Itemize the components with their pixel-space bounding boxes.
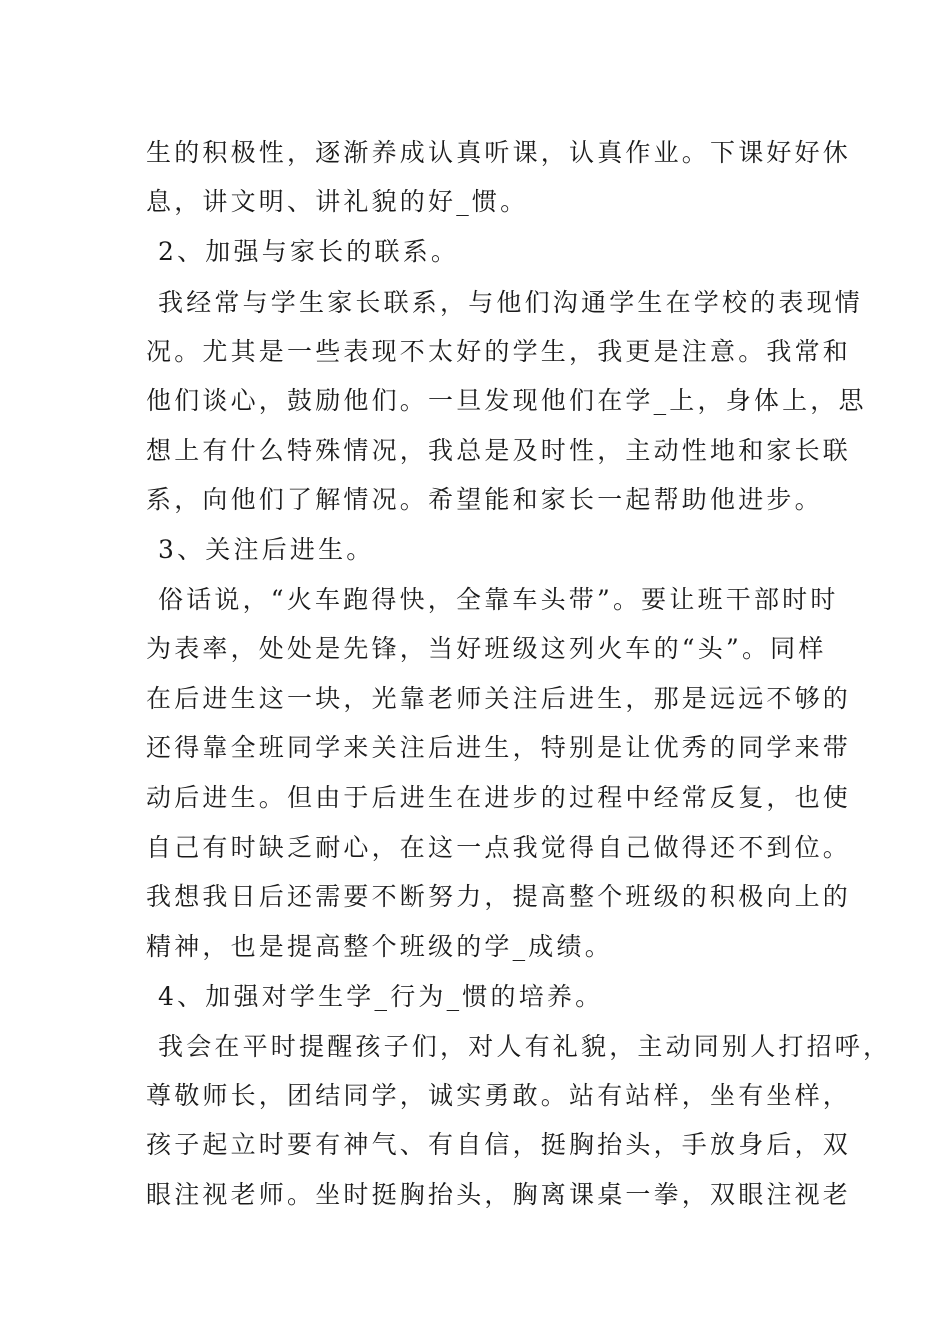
text-line: 自己有时缺乏耐心，在这一点我觉得自己做得还不到位。 xyxy=(146,833,852,862)
text-line: 精神，也是提高整个班级的学_成绩。 xyxy=(146,932,613,961)
section-heading: 4、加强对学生学_行为_惯的培养。 xyxy=(158,982,604,1011)
section-heading: 3、关注后进生。 xyxy=(158,535,375,564)
text-line: 生的积极性，逐渐养成认真听课，认真作业。下课好好休 xyxy=(146,138,852,167)
text-line: 他们谈心，鼓励他们。一旦发现他们在学_上，身体上，思 xyxy=(146,386,867,415)
section-heading: 2、加强与家长的联系。 xyxy=(158,237,460,266)
text-line: 尊敬师长，团结同学，诚实勇敢。站有站样，坐有坐样， xyxy=(146,1081,852,1110)
text-line: 在后进生这一块，光靠老师关注后进生，那是远远不够的 xyxy=(146,684,852,713)
text-line: 俗话说，“火车跑得快，全靠车头带”。要让班干部时时 xyxy=(158,585,839,614)
text-line: 息，讲文明、讲礼貌的好_惯。 xyxy=(146,187,529,216)
text-line: 眼注视老师。坐时挺胸抬头，胸离课桌一拳，双眼注视老 xyxy=(146,1180,852,1209)
text-line: 我会在平时提醒孩子们，对人有礼貌，主动同别人打招呼， xyxy=(158,1032,892,1061)
text-line: 孩子起立时要有神气、有自信，挺胸抬头，手放身后，双 xyxy=(146,1130,852,1159)
text-line: 动后进生。但由于后进生在进步的过程中经常反复，也使 xyxy=(146,783,852,812)
text-line: 况。尤其是一些表现不太好的学生，我更是注意。我常和 xyxy=(146,337,852,366)
text-line: 我想我日后还需要不断努力，提高整个班级的积极向上的 xyxy=(146,882,852,911)
text-line: 还得靠全班同学来关注后进生，特别是让优秀的同学来带 xyxy=(146,733,852,762)
text-line: 为表率，处处是先锋，当好班级这列火车的“头”。同样 xyxy=(146,634,827,663)
text-line: 系，向他们了解情况。希望能和家长一起帮助他进步。 xyxy=(146,485,823,514)
text-line: 想上有什么特殊情况，我总是及时性，主动性地和家长联 xyxy=(146,436,852,465)
text-line: 我经常与学生家长联系，与他们沟通学生在学校的表现情 xyxy=(158,288,864,317)
